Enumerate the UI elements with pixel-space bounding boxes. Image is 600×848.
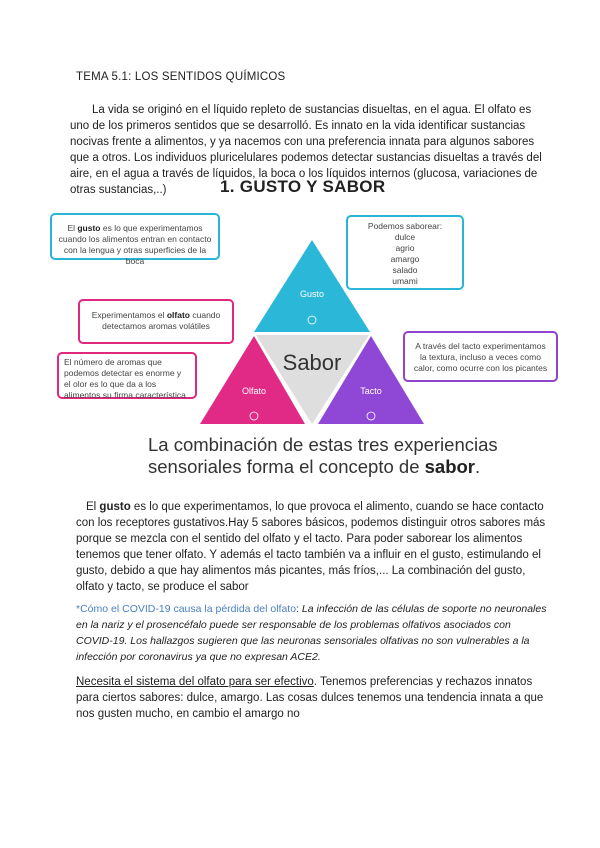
topic-heading: TEMA 5.1: LOS SENTIDOS QUÍMICOS bbox=[76, 71, 286, 83]
gusto-paragraph: El gusto es lo que experimentamos, lo que provoca el alimento, cuando se hace contacto con los receptores gustativos.Hay 5 sabores básicos, podemos distinguir otros sabores más porque se mezcla con el sentido del olfato y el tacto. Para poder saborear los alimentos tenemos que tener olfato. Y además el tacto también va a influir en el gusto, estimulando el gusto, debido a que hay alimentos más picantes, más fríos,... La combinación del gusto, olfato y tacto, se produce el sabor bbox=[76, 501, 546, 593]
covid-marker: * bbox=[76, 603, 81, 615]
olfato-paragraph: Necesita el sistema del olfato para ser efectivo. Tenemos preferencias y rechazos innatos para ciertos sabores: dulce, amargo. Las cosas dulces tenemos una tendencia innata a que nos gusten mucho, en cambio el amargo no bbox=[76, 676, 544, 720]
combination-caption: La combinación de estas tres experiencias sensoriales forma el concepto de sabor. bbox=[148, 434, 498, 477]
covid-note: *Cómo el COVID-19 causa la pérdida del olfato: La infección de las células de soporte no neuronales en la nariz y el prosencéfalo puede ser responsable de los problemas olfativos asociados con COVID-19. Los hallazgos sugieren que las neuronas sensoriales olfativas no son vulnerables a la infección por coronavirus ya que no expresan ACE2. bbox=[76, 603, 547, 663]
aromas-callout: El número de aromas que podemos detectar es enorme y el olor es lo que da a los alimentos su firma característica bbox=[57, 352, 197, 399]
sabores-callout: Podemos saborear: dulce agrio amargo salado umami bbox=[346, 215, 464, 290]
covid-link[interactable]: Cómo el COVID-19 causa la pérdida del olfato bbox=[80, 603, 297, 615]
gusto-callout: El gusto es lo que experimentamos cuando los alimentos entran en contacto con la lengua y otras superficies de la boca bbox=[50, 213, 220, 260]
olfato-callout: Experimentamos el olfato cuando detectamos aromas volátiles bbox=[78, 299, 234, 344]
covid-body: La infección de las células de soporte no neuronales en la nariz y el prosencéfalo puede ser responsable de los problemas olfativos asociados con COVID-19. Los hallazgos sugieren que las neuronas sensoriales olfativas no son vulnerables a la infección por coronavirus ya que no expresan ACE2. bbox=[76, 603, 547, 663]
olfato-label: Olfato bbox=[241, 386, 267, 396]
tacto-label: Tacto bbox=[360, 386, 382, 396]
gusto-label: Gusto bbox=[299, 289, 325, 299]
sabor-center-label: Sabor bbox=[282, 350, 342, 375]
tacto-callout: A través del tacto experimentamos la textura, incluso a veces como calor, como ocurre con los picantes bbox=[403, 331, 558, 382]
section-title: 1. GUSTO Y SABOR bbox=[220, 177, 386, 196]
underlined-phrase: Necesita el sistema del olfato para ser efectivo bbox=[76, 676, 314, 688]
intro-paragraph: La vida se originó en el líquido repleto de sustancias disueltas, en el agua. El olfato es uno de los primeros sentidos que se desarrolló. Es innato en la vida identificar sustancias nocivas frente a alimentos, y ya nacemos con una preferencia innata para algunos sabores que a otros. Los individuos pluricelulares podemos detectar sustancias disueltas a través del aire, en el agua a través de líquidos, la boca o los líquidos internos (glucosa, variaciones de otras sustancias,..) bbox=[70, 104, 542, 196]
